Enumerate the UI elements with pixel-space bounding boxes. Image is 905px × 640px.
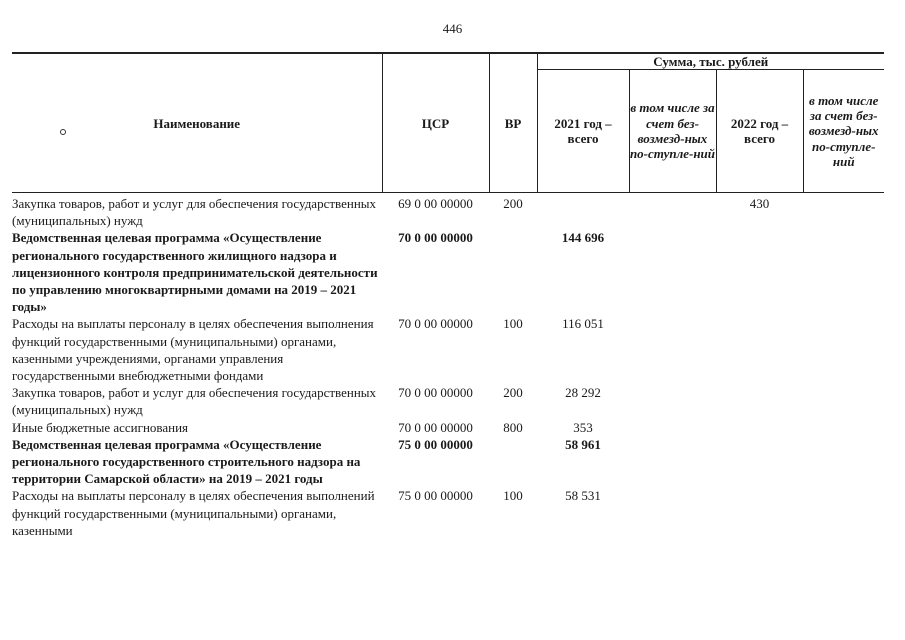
row-2021-free [629,315,716,384]
header-sum-group: Сумма, тыс. рублей [537,53,884,70]
row-csr: 75 0 00 00000 [398,488,473,504]
table-row [12,419,884,436]
header-2021-free: в том числе за счет без-возмезд-ных по-ступле-ний [629,70,716,193]
row-name: Расходы на выплаты персоналу в целях обеспечения выполнения функций государственными (муниципальными) органами, казенными учреждениями, органами управления государственными внебюджетными фондами [12,316,374,384]
row-vr: 200 [503,196,523,211]
row-2022-total [716,384,803,418]
row-name: Ведомственная целевая программа «Осуществление регионального государственного строительного надзора на территории Самарской области» на 2019 – 2021 годы [12,436,361,487]
row-name: Иные бюджетные ассигнования [12,419,189,435]
row-2021-total: 353 [573,419,593,435]
row-2021-free [629,229,716,315]
table-row [12,193,884,230]
header-vr: ВР [489,53,537,193]
row-csr: 75 0 00 00000 [398,436,473,452]
row-2022-total [716,315,803,384]
row-2021-total: 58 531 [565,488,601,504]
table-row [12,315,884,384]
row-2021-total: 28 292 [565,385,601,401]
header-2022-total: 2022 год – всего [716,70,803,193]
row-2021-total: 144 696 [561,230,605,246]
row-vr: 200 [503,385,523,401]
row-2022-free [803,315,884,384]
table-header [12,53,884,193]
row-2022-free [803,436,884,488]
table-row [12,229,884,315]
header-csr: ЦСР [382,53,489,193]
page-number: 446 [442,21,463,36]
row-2021-total [537,193,629,230]
row-2022-free [803,487,884,539]
header-name: Наименование [12,53,382,193]
row-2021-free [629,193,716,230]
row-csr: 69 0 00 00000 [398,196,473,211]
row-vr: 800 [503,419,523,435]
budget-table [12,52,884,539]
row-2021-total: 58 961 [565,436,601,452]
row-csr: 70 0 00 00000 [398,419,473,435]
row-name: Расходы на выплаты персоналу в целях обеспечения выполнений функций государственными (муниципальными) органами, казенными [12,488,375,538]
row-csr: 70 0 00 00000 [398,230,473,246]
table-row [12,384,884,418]
row-vr: 100 [503,488,523,504]
row-2021-free [629,436,716,488]
row-name: Закупка товаров, работ и услуг для обеспечения государственных (муниципальных) нужд [12,196,377,229]
row-2021-free [629,384,716,418]
table-row [12,487,884,539]
row-2022-total: 430 [749,196,770,211]
row-vr [489,229,537,315]
table-body [12,193,884,540]
row-2021-total: 116 051 [562,316,604,332]
row-2022-free [803,419,884,436]
row-2021-free [629,419,716,436]
row-2021-free [629,487,716,539]
row-2022-free [803,193,884,230]
row-2022-total [716,436,803,488]
row-name: Ведомственная целевая программа «Осуществление регионального государственного жилищного надзора и лицензионного контроля предпринимательской деятельности по управлению многоквартирными домами на 2019 – 2021 годы» [12,230,378,315]
row-vr: 100 [503,316,523,332]
row-2022-free [803,229,884,315]
row-csr: 70 0 00 00000 [398,316,473,332]
row-2022-total [716,487,803,539]
row-name: Закупка товаров, работ и услуг для обеспечения государственных (муниципальных) нужд [12,385,377,418]
header-2022-free: в том числе за счет без-возмезд-ных по-ступле-ний [803,70,884,193]
row-vr [489,436,537,488]
row-2022-total [716,419,803,436]
row-csr: 70 0 00 00000 [398,385,473,401]
table-row [12,436,884,488]
row-2022-total [716,229,803,315]
row-2022-free [803,384,884,418]
header-2021-total: 2021 год – всего [537,70,629,193]
